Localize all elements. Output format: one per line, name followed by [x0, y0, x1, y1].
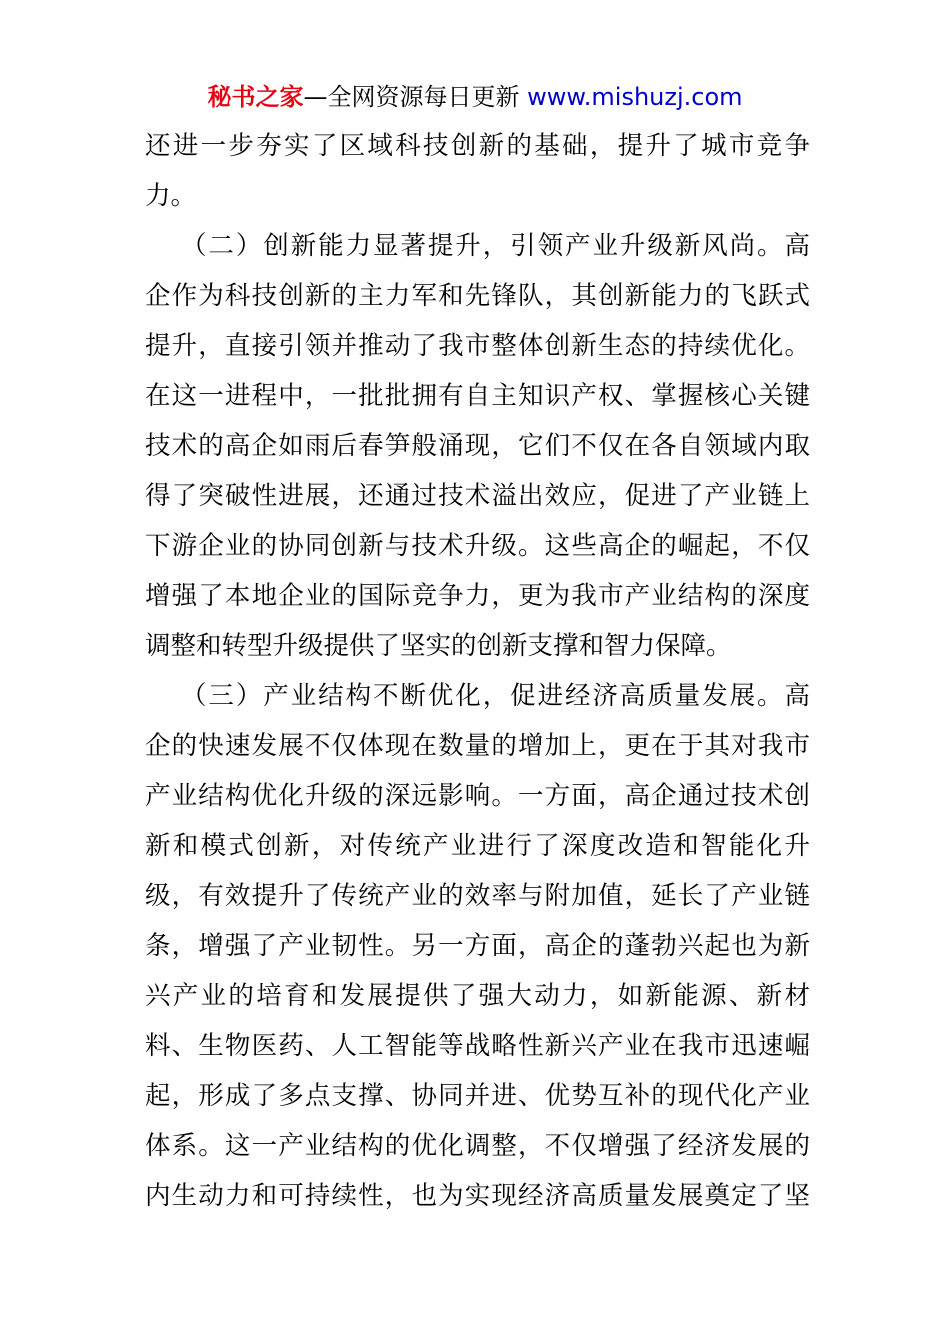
page-header [0, 80, 950, 114]
text-line: 得了突破性进展，还通过技术溢出效应，促进了产业链上 [145, 481, 810, 511]
text-line: 还进一步夯实了区域科技创新的基础，提升了城市竞争 [145, 131, 810, 161]
text-line: 产业结构优化升级的深远影响。一方面，高企通过技术创 [145, 781, 810, 811]
text-line: 在这一进程中，一批批拥有自主知识产权、掌握核心关键 [145, 381, 810, 411]
text-line: 级，有效提升了传统产业的效率与附加值，延长了产业链 [145, 881, 810, 911]
document-body [145, 121, 810, 1221]
text-line: 企的快速发展不仅体现在数量的增加上，更在于其对我市 [145, 731, 810, 761]
site-brand: 秘书之家 [207, 83, 304, 111]
text-line: 体系。这一产业结构的优化调整，不仅增强了经济发展的 [145, 1131, 810, 1161]
paragraph-start-line: （二）创新能力显著提升，引领产业升级新风尚。高 [181, 231, 810, 261]
text-line: 企作为科技创新的主力军和先锋队，其创新能力的飞跃式 [145, 281, 810, 311]
text-line: 调整和转型升级提供了坚实的创新支撑和智力保障。 [145, 631, 732, 661]
text-line: 内生动力和可持续性，也为实现经济高质量发展奠定了坚 [145, 1181, 810, 1211]
text-line: 增强了本地企业的国际竞争力，更为我市产业结构的深度 [145, 581, 810, 611]
text-line: 技术的高企如雨后春笋般涌现，它们不仅在各自领域内取 [145, 431, 810, 461]
text-line: 起，形成了多点支撑、协同并进、优势互补的现代化产业 [145, 1081, 810, 1111]
text-line: 新和模式创新，对传统产业进行了深度改造和智能化升 [145, 831, 810, 861]
site-tagline: —全网资源每日更新 [303, 83, 520, 111]
text-line: 兴产业的培育和发展提供了强大动力，如新能源、新材 [145, 981, 810, 1011]
text-line: 下游企业的协同创新与技术升级。这些高企的崛起，不仅 [145, 531, 810, 561]
text-line: 力。 [145, 181, 197, 211]
paragraph-start-line: （三）产业结构不断优化，促进经济高质量发展。高 [181, 681, 810, 711]
text-line: 提升，直接引领并推动了我市整体创新生态的持续优化。 [145, 331, 810, 361]
text-line: 条，增强了产业韧性。另一方面，高企的蓬勃兴起也为新 [145, 931, 810, 961]
site-url-link[interactable]: www.mishuzj.com [527, 83, 743, 111]
text-line: 料、生物医药、人工智能等战略性新兴产业在我市迅速崛 [145, 1031, 810, 1061]
